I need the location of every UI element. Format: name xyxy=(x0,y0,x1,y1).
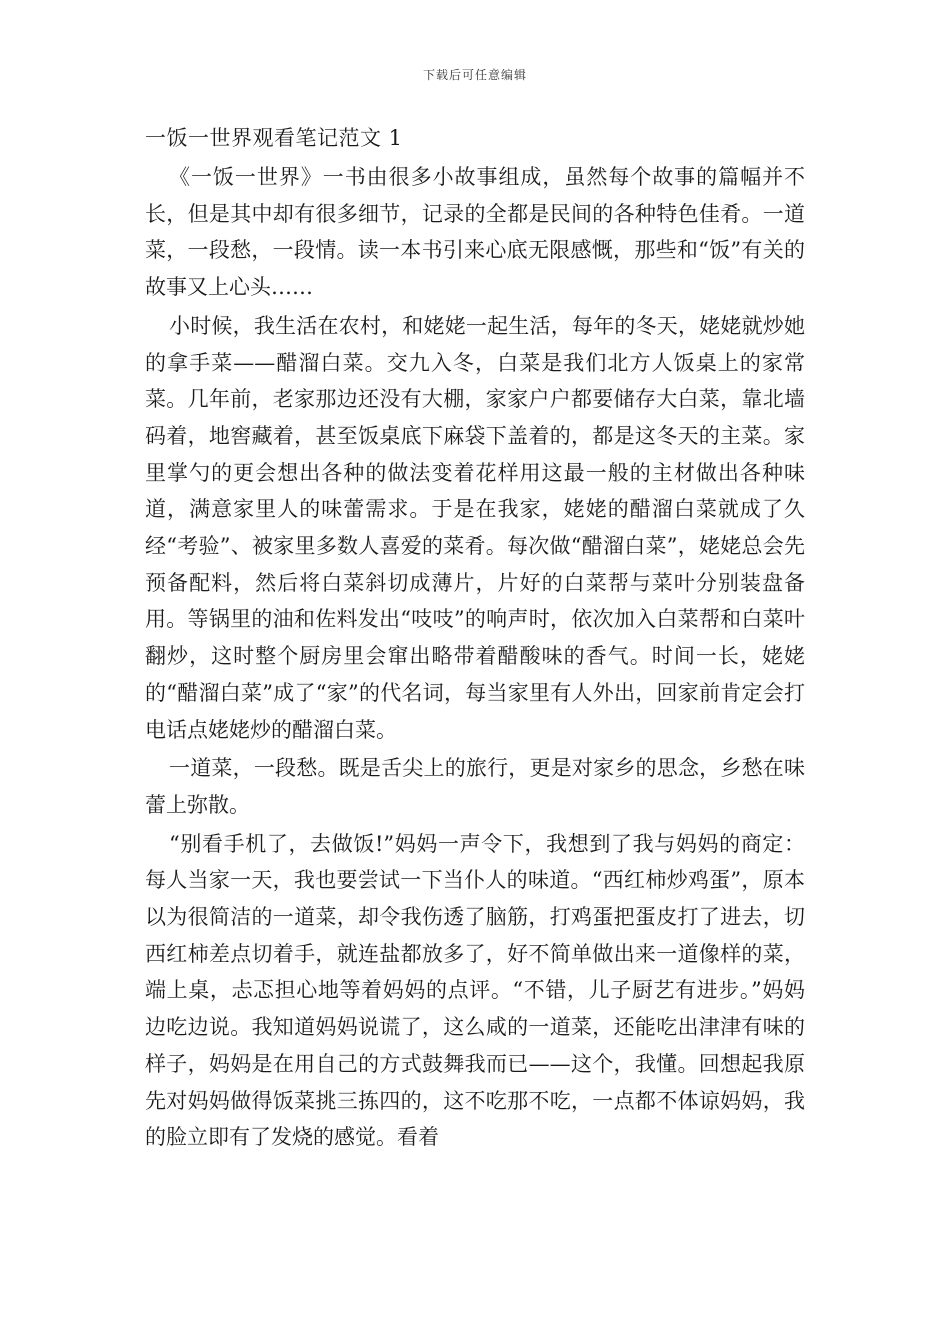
document-title: 一饭一世界观看笔记范文 1 xyxy=(145,126,403,150)
paragraph-1: 《一饭一世界》一书由很多小故事组成，虽然每个故事的篇幅并不长，但是其中却有很多细节，记录的全都是民间的各种特色佳肴。一道菜，一段愁，一段情。读一本书引来心底无限感慨，那些和“饭”有关的故事又上心头…… xyxy=(145,165,805,300)
paragraph-2: 小时候，我生活在农村，和姥姥一起生活，每年的冬天，姥姥就炒她的拿手菜——醋溜白菜。交九入冬，白菜是我们北方人饭桌上的家常菜。几年前，老家那边还没有大棚，家家户户都要储存大白菜，靠北墙码着，地窖藏着，甚至饭桌底下麻袋下盖着的，都是这冬天的主菜。家里掌勺的更会想出各种的做法变着花样用这最一般的主材做出各种味道，满意家里人的味蕾需求。于是在我家，姥姥的醋溜白菜就成了久经“考验”、被家里多数人喜爱的菜肴。每次做“醋溜白菜”，姥姥总会先预备配料，然后将白菜斜切成薄片，片好的白菜帮与菜叶分别装盘备用。等锅里的油和佐料发出“吱吱”的响声时，依次加入白菜帮和白菜叶翻炒，这时整个厨房里会窜出略带着醋酸味的香气。时间一长，姥姥的“醋溜白菜”成了“家”的代名词，每当家里有人外出，回家前肯定会打电话点姥姥炒的醋溜白菜。 xyxy=(145,313,805,742)
paragraph-4: “别看手机了，去做饭!”妈妈一声令下，我想到了我与妈妈的商定：每人当家一天，我也要尝试一下当仆人的味道。“西红柿炒鸡蛋”，原本以为很简洁的一道菜，却令我伤透了脑筋，打鸡蛋把蛋皮打了进去，切西红柿差点切着手，就连盐都放多了，好不简单做出来一道像样的菜，端上桌，忐忑担心地等着妈妈的点评。“不错，儿子厨艺有进步。”妈妈边吃边说。我知道妈妈说谎了，这么咸的一道菜，还能吃出津津有味的样子，妈妈是在用自己的方式鼓舞我而已——这个，我懂。回想起我原先对妈妈做得饭菜挑三拣四的，这不吃那不吃，一点都不体谅妈妈，我的脸立即有了发烧的感觉。看着 xyxy=(145,831,805,1150)
page-header-note: 下载后可任意编辑 xyxy=(422,68,527,82)
document-body xyxy=(145,122,805,1158)
paragraph-3: 一道菜，一段愁。既是舌尖上的旅行，更是对家乡的思念，乡愁在味蕾上弥散。 xyxy=(145,756,805,817)
